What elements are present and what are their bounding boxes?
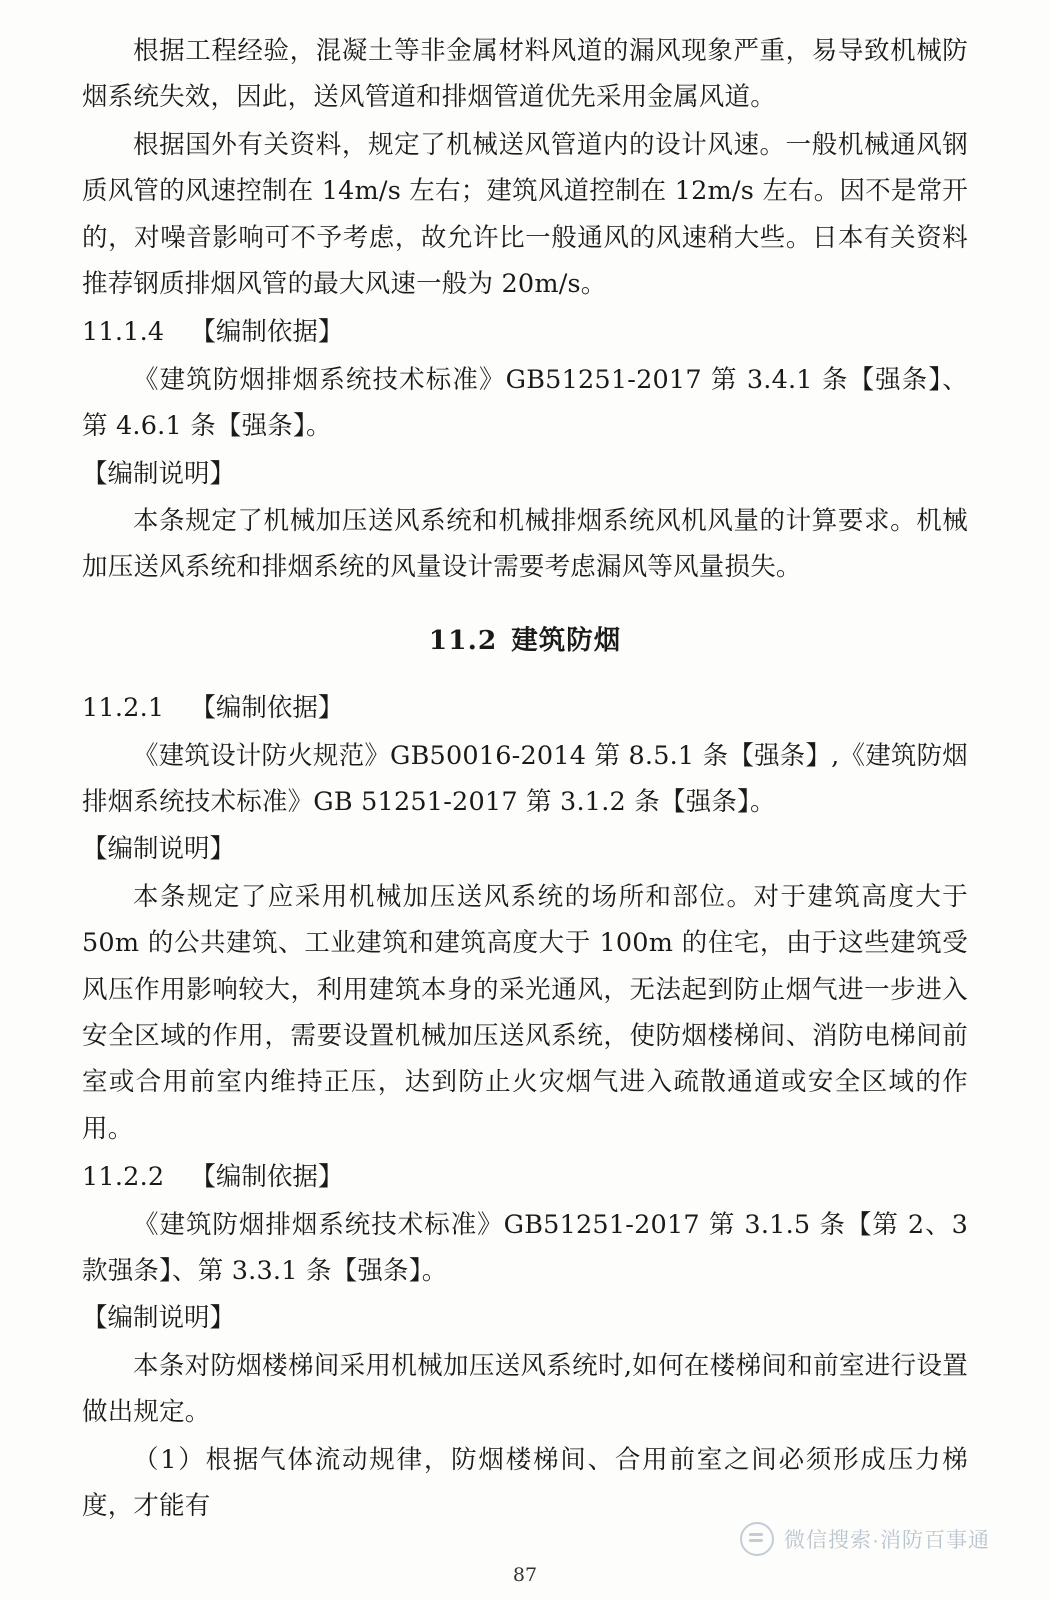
watermark <box>740 1522 990 1556</box>
clause-number-11-2-2: 11.2.2 <box>82 1162 165 1193</box>
clause-heading-11-1-4 <box>82 309 968 355</box>
clause-explanation-text-11-2-1: 本条规定了应采用机械加压送风系统的场所和部位。对于建筑高度大于 50m 的公共建筑、工业建筑和建筑高度大于 100m 的住宅，由于这些建筑受风压作用影响较大，利用建筑本身的采光通风，无法起到防止烟气进一步进入安全区域的作用，需要设置机械加压送风系统，使防烟楼梯间、消防电梯间前室或合用前室内维持正压，达到防止火灾烟气进入疏散通道或安全区域的作用。 <box>82 881 968 1144</box>
page-number: 87 <box>512 1564 538 1586</box>
clause-explanation-label-11-2-1: 【编制说明】 <box>82 834 236 865</box>
clause-item-11-2-2-1: （1）根据气体流动规律，防烟楼梯间、合用前室之间必须形成压力梯度，才能有 <box>82 1444 968 1521</box>
section-title-11-2 <box>82 617 968 665</box>
clause-basis-label-11-2-1: 【编制依据】 <box>190 693 344 724</box>
document-body <box>82 28 968 1529</box>
section-name-11-2: 建筑防烟 <box>511 624 622 656</box>
clause-heading-11-2-2 <box>82 1154 968 1200</box>
clause-basis-text-11-2-1: 《建筑设计防火规范》GB50016-2014 第 8.5.1 条【强条】,《建筑防烟排烟系统技术标准》GB 51251-2017 第 3.1.2 条【强条】。 <box>82 740 968 817</box>
clause-basis-label-11-1-4: 【编制依据】 <box>190 317 344 348</box>
paragraph-design-velocity: 根据国外有关资料，规定了机械送风管道内的设计风速。一般机械通风钢质风管的风速控制在 14m/s 左右；建筑风道控制在 12m/s 左右。因不是常开的，对噪音影响可不予考虑，故允许比一般通风的风速稍大些。日本有关资料推荐钢质排烟风管的最大风速一般为 20m/s。 <box>82 129 968 300</box>
clause-explanation-text-11-2-2: 本条对防烟楼梯间采用机械加压送风系统时,如何在楼梯间和前室进行设置做出规定。 <box>82 1350 968 1428</box>
clause-basis-text-11-2-2: 《建筑防烟排烟系统技术标准》GB51251-2017 第 3.1.5 条【第 2、3 款强条】、第 3.3.1 条【强条】。 <box>82 1209 968 1286</box>
clause-basis-label-11-2-2: 【编制依据】 <box>190 1162 344 1193</box>
wechat-icon <box>740 1522 774 1556</box>
clause-explanation-label-11-1-4: 【编制说明】 <box>82 458 236 489</box>
section-number-11-2: 11.2 <box>428 624 498 656</box>
paragraph-duct-leakage: 根据工程经验，混凝土等非金属材料风道的漏风现象严重，易导致机械防烟系统失效，因此，送风管道和排烟管道优先采用金属风道。 <box>82 36 968 113</box>
clause-basis-text-11-1-4: 《建筑防烟排烟系统技术标准》GB51251-2017 第 3.4.1 条【强条】、第 4.6.1 条【强条】。 <box>82 364 968 442</box>
clause-heading-11-2-1 <box>82 685 968 731</box>
watermark-text: 微信搜索·消防百事通 <box>784 1529 990 1552</box>
clause-explanation-label-11-2-2: 【编制说明】 <box>82 1303 236 1334</box>
clause-number-11-2-1: 11.2.1 <box>82 693 165 724</box>
clause-explanation-text-11-1-4: 本条规定了机械加压送风系统和机械排烟系统风机风量的计算要求。机械加压送风系统和排烟系统的风量设计需要考虑漏风等风量损失。 <box>82 506 968 583</box>
clause-number-11-1-4: 11.1.4 <box>82 317 165 348</box>
